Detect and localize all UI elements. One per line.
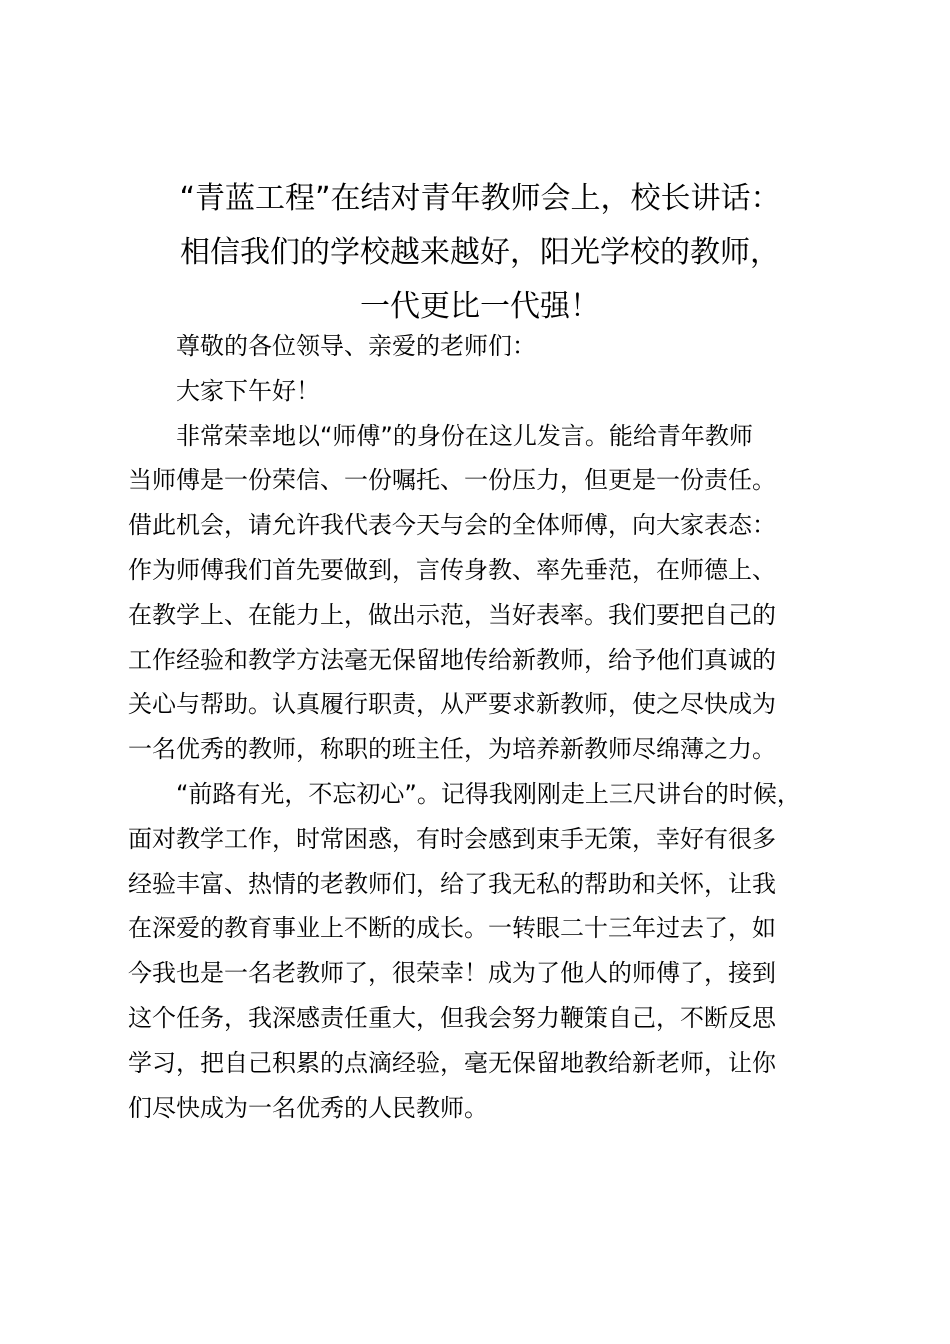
paragraph-line: 关心与帮助。认真履行职责，从严要求新教师，使之尽快成为 (128, 690, 776, 719)
document-body (128, 324, 858, 1130)
paragraph-line: 当师傅是一份荣信、一份嘱托、一份压力，但更是一份责任。 (128, 466, 776, 495)
paragraph-line: 在深爱的教育事业上不断的成长。一转眼二十三年过去了，如 (128, 914, 776, 943)
paragraph-line: 一名优秀的教师，称职的班主任，为培养新教师尽绵薄之力。 (128, 735, 776, 764)
paragraph-line: 工作经验和教学方法毫无保留地传给新教师，给予他们真诚的 (128, 645, 776, 674)
paragraph-line: 们尽快成为一名优秀的人民教师。 (128, 1093, 488, 1122)
paragraph-line: 作为师傅我们首先要做到，言传身教、率先垂范，在师德上、 (128, 555, 776, 584)
paragraph-line: 在教学上、在能力上，做出示范，当好表率。我们要把自己的 (128, 600, 776, 629)
paragraph-line: 学习，把自己积累的点滴经验，毫无保留地教给新老师，让你 (128, 1048, 776, 1077)
title-line-3: 一代更比一代强！ (360, 289, 600, 324)
paragraph-line: 经验丰富、热情的老教师们，给了我无私的帮助和关怀，让我 (128, 869, 776, 898)
title-line-2: 相信我们的学校越来越好，阳光学校的教师， (180, 235, 780, 270)
document-title (110, 172, 850, 334)
title-line-1: “青蓝工程”在结对青年教师会上，校长讲话： (179, 181, 781, 216)
paragraph-line: 面对教学工作，时常困惑，有时会感到束手无策，幸好有很多 (128, 824, 776, 853)
paragraph-line: 今我也是一名老教师了，很荣幸！成为了他人的师傅了，接到 (128, 959, 776, 988)
paragraph-line: 这个任务，我深感责任重大，但我会努力鞭策自己，不断反思 (128, 1003, 776, 1032)
paragraph-line: 非常荣幸地以“师傅”的身份在这儿发言。能给青年教师 (176, 421, 753, 450)
salutation: 尊敬的各位领导、亲爱的老师们： (176, 332, 536, 360)
greeting: 大家下午好！ (176, 376, 320, 405)
paragraph-line: “前路有光，不忘初心”。记得我刚刚走上三尺讲台的时候， (176, 779, 801, 808)
paragraph-line: 借此机会，请允许我代表今天与会的全体师傅，向大家表态： (128, 511, 776, 540)
